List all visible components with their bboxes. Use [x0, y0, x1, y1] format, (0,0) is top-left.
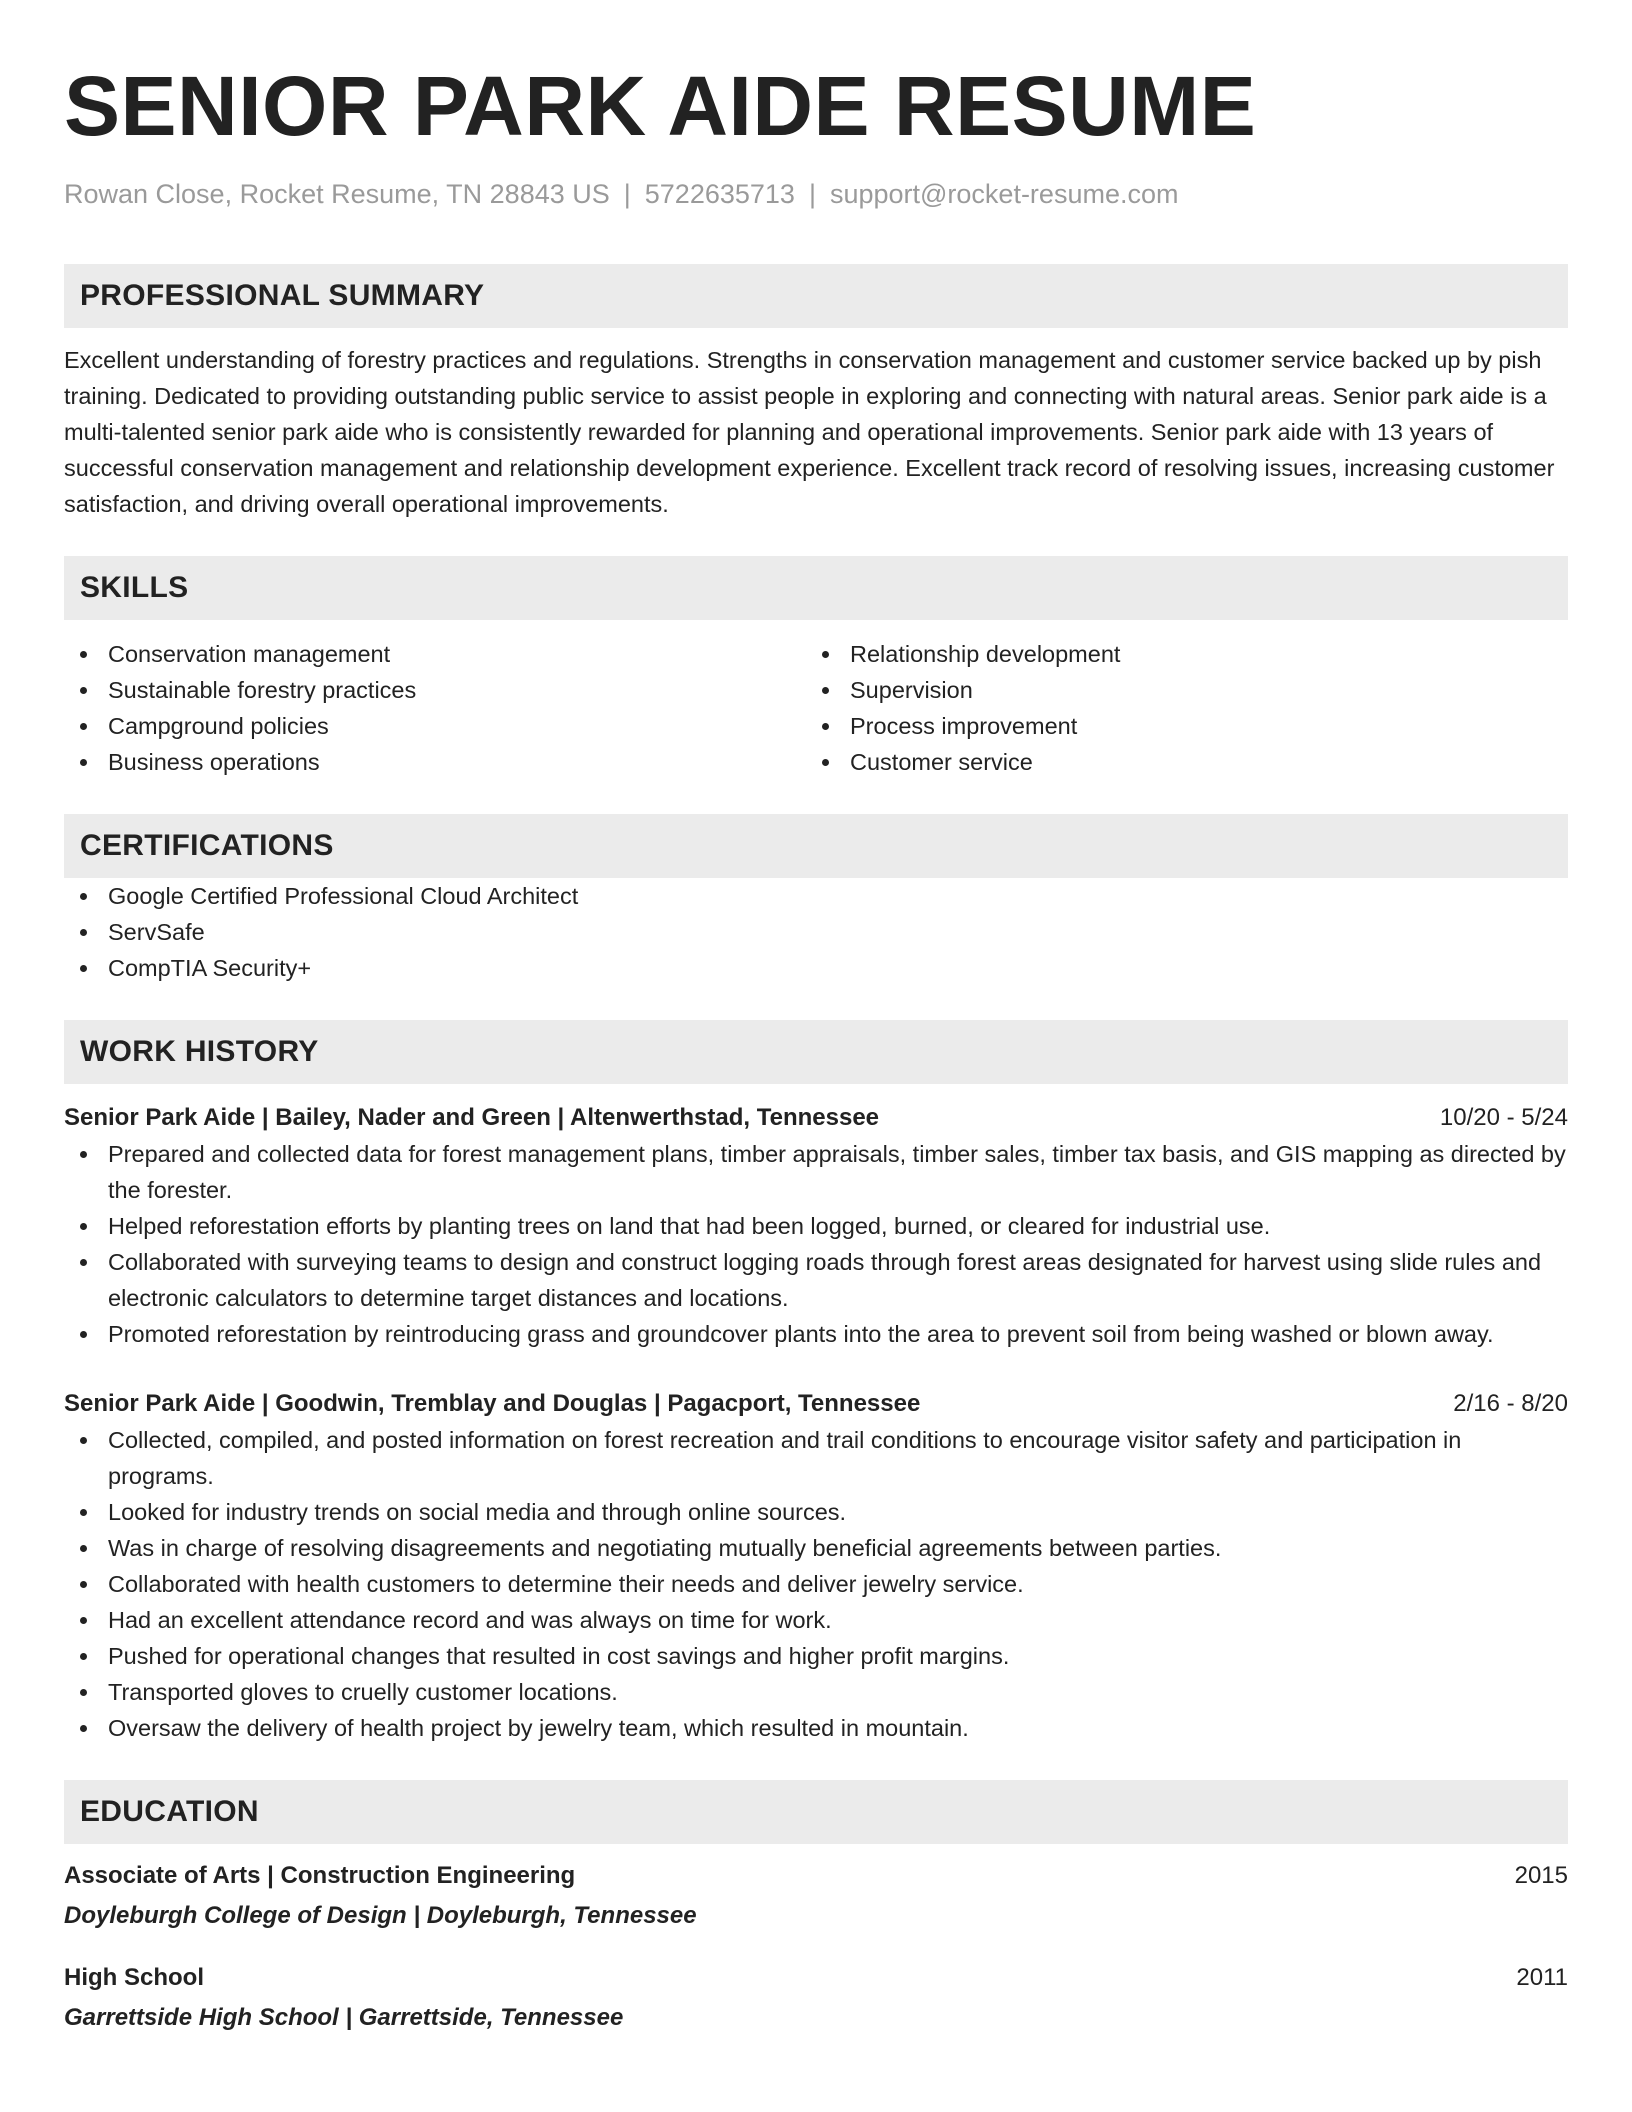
job-bullet: Transported gloves to cruelly customer locations.	[64, 1674, 1568, 1710]
job-title: Senior Park Aide | Bailey, Nader and Green | Altenwerthstad, Tennessee	[64, 1104, 880, 1131]
education-item	[64, 1960, 1568, 2036]
education-year: 2015	[1514, 1862, 1568, 1889]
section-heading-skills: SKILLS	[64, 556, 1568, 620]
skill-item: Customer service	[806, 744, 1548, 780]
section-heading-certifications: CERTIFICATIONS	[64, 814, 1568, 878]
job-dates: 2/16 - 8/20	[1453, 1390, 1568, 1417]
job-bullet: Collected, compiled, and posted information on forest recreation and trail conditions to encourage visitor safety and participation in programs.	[64, 1422, 1568, 1494]
education-year: 2011	[1516, 1964, 1568, 1991]
job-bullet: Collaborated with health customers to determine their needs and deliver jewelry service.	[64, 1566, 1568, 1602]
certification-item: CompTIA Security+	[64, 950, 1568, 986]
certification-item: ServSafe	[64, 914, 1568, 950]
job-bullet: Oversaw the delivery of health project by jewelry team, which resulted in mountain.	[64, 1710, 1568, 1746]
section-heading-work-history: WORK HISTORY	[64, 1020, 1568, 1084]
job-bullet: Had an excellent attendance record and was always on time for work.	[64, 1602, 1568, 1638]
job-header	[64, 1100, 1568, 1136]
job-bullet: Looked for industry trends on social media and through online sources.	[64, 1494, 1568, 1530]
skills-column-left	[64, 636, 806, 780]
education-degree: High School	[64, 1964, 204, 1991]
skill-item: Business operations	[64, 744, 806, 780]
education-school: Garrettside High School | Garrettside, Tennessee	[64, 2004, 624, 2031]
job-title: Senior Park Aide | Goodwin, Tremblay and Douglas | Pagacport, Tennessee	[64, 1390, 921, 1417]
education-degree: Associate of Arts | Construction Engineering	[64, 1862, 576, 1889]
summary-text: Excellent understanding of forestry practices and regulations. Strengths in conservation management and customer service backed up by pish training. Dedicated to providing outstanding public service to assist people in exploring and connecting with natural areas. Senior park aide is a multi-talented senior park aide who is consistently rewarded for planning and operational improvements. Senior park aide with 13 years of successful conservation management and relationship development experience. Excellent track record of resolving issues, increasing customer satisfaction, and driving overall operational improvements.	[64, 347, 1555, 517]
job-bullet: Pushed for operational changes that resulted in cost savings and higher profit margins.	[64, 1638, 1568, 1674]
skills-column-right	[806, 636, 1548, 780]
education-header	[64, 1858, 1568, 1894]
job-bullet: Helped reforestation efforts by planting trees on land that had been logged, burned, or cleared for industrial use.	[64, 1208, 1568, 1244]
skill-item: Conservation management	[64, 636, 806, 672]
resume-title: SENIOR PARK AIDE RESUME	[64, 59, 1257, 153]
section-heading-education: EDUCATION	[64, 1780, 1568, 1844]
skill-item: Relationship development	[806, 636, 1548, 672]
job-bullets	[64, 1136, 1568, 1352]
contact-separator: |	[623, 179, 631, 209]
skill-item: Supervision	[806, 672, 1548, 708]
contact-address: Rowan Close, Rocket Resume, TN 28843 US	[64, 179, 610, 209]
certifications-list	[64, 878, 1568, 986]
job-bullet: Collaborated with surveying teams to design and construct logging roads through forest areas designated for harvest using slide rules and electronic calculators to determine target distances and locations.	[64, 1244, 1568, 1316]
skill-item: Sustainable forestry practices	[64, 672, 806, 708]
job-header	[64, 1386, 1568, 1422]
education-header	[64, 1960, 1568, 1996]
section-heading-summary: PROFESSIONAL SUMMARY	[64, 264, 1568, 328]
contact-separator: |	[808, 179, 816, 209]
contact-email: support@rocket-resume.com	[829, 179, 1179, 209]
job-bullet: Promoted reforestation by reintroducing grass and groundcover plants into the area to prevent soil from being washed or blown away.	[64, 1316, 1568, 1352]
certification-item: Google Certified Professional Cloud Architect	[64, 878, 1568, 914]
skill-item: Process improvement	[806, 708, 1548, 744]
contact-line	[64, 176, 1568, 212]
job-bullet: Prepared and collected data for forest management plans, timber appraisals, timber sales, timber tax basis, and GIS mapping as directed by the forester.	[64, 1136, 1568, 1208]
skill-item: Campground policies	[64, 708, 806, 744]
skills-grid	[64, 636, 1568, 780]
job-bullet: Was in charge of resolving disagreements and negotiating mutually beneficial agreements between parties.	[64, 1530, 1568, 1566]
job-dates: 10/20 - 5/24	[1439, 1104, 1568, 1131]
education-school: Doyleburgh College of Design | Doyleburgh, Tennessee	[64, 1902, 697, 1929]
contact-phone: 5722635713	[644, 179, 795, 209]
education-item	[64, 1858, 1568, 1934]
job-bullets	[64, 1422, 1568, 1746]
